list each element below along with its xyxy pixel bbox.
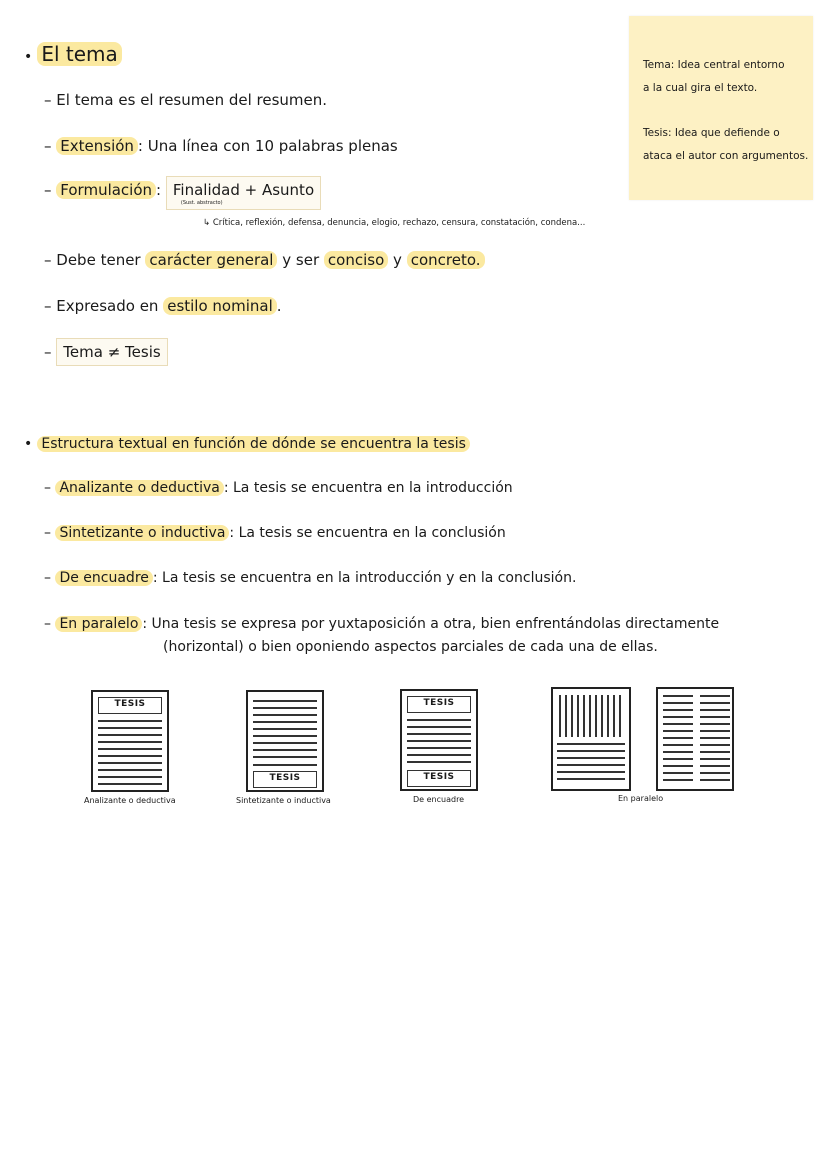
dash-icon: – [44, 137, 57, 155]
bullet-dot-icon: • [24, 436, 33, 452]
extension-text: : Una línea con 10 palabras plenas [137, 137, 398, 155]
dash-icon: – [44, 251, 57, 269]
formulacion-box [166, 176, 321, 210]
expresado-hl: estilo nominal [163, 297, 277, 315]
debe-hl-concreto: concreto. [407, 251, 485, 269]
structure-label: Analizante o deductiva [55, 480, 223, 496]
structure-item-analizante [44, 480, 513, 496]
formulacion-sep: : [156, 181, 162, 199]
item-formulacion [44, 176, 321, 210]
tesis-box: TESIS [407, 770, 471, 787]
sticky-note [629, 16, 813, 200]
tesis-box: TESIS [407, 696, 471, 713]
structure-text: : Una tesis se expresa por yuxtaposición a otra, bien enfrentándolas directamente [142, 616, 720, 632]
note-tema-line2: a la cual gira el texto. [643, 82, 758, 94]
structure-label: Sintetizante o inductiva [55, 525, 229, 541]
dash-icon: – [44, 525, 56, 541]
debe-mid: y ser [282, 251, 320, 269]
caption-sintetizante: Sintetizante o inductiva [236, 796, 331, 805]
note-tesis-line1: Tesis: Idea que defiende o [643, 127, 780, 139]
structure-item-paralelo [44, 616, 719, 632]
section2-heading [24, 433, 470, 452]
formulacion-sub: (Sust. abstracto) [180, 200, 223, 206]
debe-hl-conciso: conciso [324, 251, 388, 269]
diagram-paralelo-a [551, 687, 631, 791]
diagram-paralelo-b [656, 687, 734, 791]
dash-icon: – [44, 343, 57, 361]
section1-heading [24, 42, 122, 66]
bullet-dot-icon: • [24, 49, 33, 65]
item-debe [44, 251, 485, 269]
item-tema-tesis [44, 338, 168, 366]
structure-paralelo-line2: (horizontal) o bien oponiendo aspectos parciales de cada una de ellas. [163, 639, 658, 655]
dash-icon: – [44, 297, 57, 315]
structure-label: En paralelo [55, 616, 142, 632]
dash-icon: – [44, 91, 57, 109]
item-resumen [44, 91, 327, 109]
tesis-box: TESIS [98, 697, 162, 714]
structure-text: : La tesis se encuentra en la introducción [223, 480, 513, 496]
tesis-box: TESIS [253, 771, 317, 788]
expresado-post: . [276, 297, 282, 315]
dash-icon: – [44, 616, 56, 632]
expresado-pre: Expresado en [56, 297, 159, 315]
caption-paralelo: En paralelo [618, 794, 664, 803]
structure-label: De encuadre [55, 570, 152, 586]
structure-item-sintetizante [44, 525, 506, 541]
debe-hl-general: carácter general [145, 251, 277, 269]
diagram-encuadre [400, 689, 478, 791]
diagram-analizante [91, 690, 169, 792]
note-tesis-line2: ataca el autor con argumentos. [643, 150, 809, 162]
note-tema-line1: Tema: Idea central entorno [643, 59, 785, 71]
structure-text: : La tesis se encuentra en la introducción y en la conclusión. [152, 570, 577, 586]
structure-text: : La tesis se encuentra en la conclusión [229, 525, 506, 541]
caption-analizante: Analizante o deductiva [84, 796, 176, 805]
diagram-sintetizante [246, 690, 324, 792]
dash-icon: – [44, 480, 56, 496]
formulacion-box-text: Finalidad + Asunto [172, 181, 315, 199]
item-extension [44, 137, 398, 155]
tema-tesis-box: Tema ≠ Tesis [56, 338, 167, 366]
section2-title: Estructura textual en función de dónde se encuentra la tesis [37, 436, 470, 452]
extension-label: Extensión [56, 137, 138, 155]
debe-pre: Debe tener [56, 251, 141, 269]
formulacion-label: Formulación [56, 181, 156, 199]
dash-icon: – [44, 181, 57, 199]
item-expresado [44, 297, 282, 315]
caption-encuadre: De encuadre [413, 795, 465, 804]
structure-item-encuadre [44, 570, 576, 586]
debe-y: y [393, 251, 402, 269]
section1-title: El tema [37, 42, 121, 66]
dash-icon: – [44, 570, 56, 586]
item-resumen-text: El tema es el resumen del resumen. [56, 91, 328, 109]
formulacion-examples: ↳ Crítica, reflexión, defensa, denuncia, elogio, rechazo, censura, constatación, condena... [203, 218, 586, 228]
